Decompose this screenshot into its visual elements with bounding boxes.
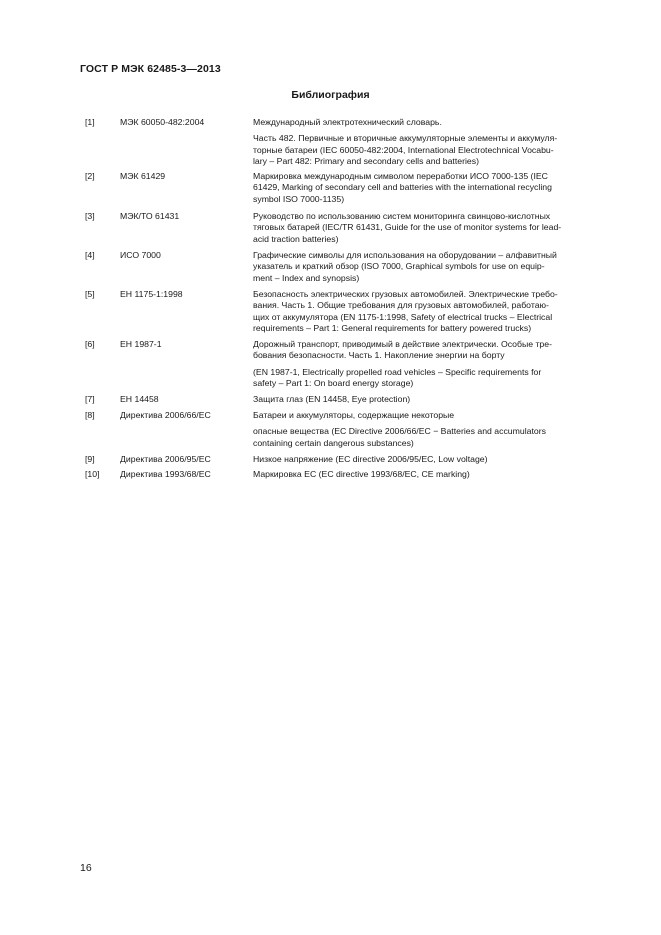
entry-description (253, 171, 609, 205)
entry-reference: Директива 2006/66/ЕС (120, 410, 211, 420)
entry-paragraph: Маркировка международным символом переработки ИСО 7000-135 (IEC 61429, Marking of secondary cell and batteries with the international recycling symbol ISO 7000-1135) (253, 171, 552, 204)
entry-number: [3] (85, 211, 95, 221)
page-number: 16 (80, 862, 92, 874)
entry-number: [10] (85, 469, 100, 479)
entry-paragraph: Руководство по использованию систем мониторинга свинцово-кислотных тяговых батарей (IEC/TR 61431, Guide for the use of monitor systems for lead- acid traction batteries) (253, 211, 562, 244)
entry-description (253, 394, 609, 405)
entry-description (253, 211, 609, 245)
entry-description (253, 250, 609, 284)
entry-reference: ЕН 1987-1 (120, 339, 162, 349)
entry-paragraph: Безопасность электрических грузовых автомобилей. Электрические требо- вания. Часть 1. Общие требования для грузовых автомобилей, работаю- щих от аккумулятора (EN 1175-1:1998, Safety of electrical trucks – Electrical requirements – Part 1: General requirements for battery powered trucks) (253, 289, 558, 334)
entry-reference: ИСО 7000 (120, 250, 161, 260)
entry-description (253, 289, 609, 335)
entry-description (253, 117, 609, 168)
entry-paragraph: Дорожный транспорт, приводимый в действие электрически. Особые тре- бования безопасности. Часть 1. Накопление энергии на борту (253, 339, 552, 361)
entry-description (253, 454, 609, 465)
document-code-header: ГОСТ Р МЭК 62485-3—2013 (80, 63, 221, 75)
entry-number: [8] (85, 410, 95, 420)
entry-number: [9] (85, 454, 95, 464)
entry-paragraph: Графические символы для использования на оборудовании – алфавитный указатель и краткий обзор (ISO 7000, Graphical symbols for use on equip- ment – Index and synopsis) (253, 250, 557, 283)
entry-number: [7] (85, 394, 95, 404)
entry-paragraph: Часть 482. Первичные и вторичные аккумуляторные элементы и аккумуля- торные батареи (IEC 60050-482:2004, International Electrotechnical Vocabu- lary – Part 482: Primary and secondary cells and batteries) (253, 133, 558, 167)
entry-paragraph: опасные вещества (EC Directive 2006/66/EC − Batteries and accumulators containing certain dangerous substances) (253, 426, 546, 448)
entry-description (253, 339, 609, 390)
entry-paragraph: Защита глаз (EN 14458, Eye protection) (253, 394, 411, 404)
entry-reference: МЭК 61429 (120, 171, 166, 181)
entry-number: [4] (85, 250, 95, 260)
entry-reference: МЭК 60050-482:2004 (120, 117, 205, 127)
entry-paragraph: Маркировка ЕС (EC directive 1993/68/EC, CE marking) (253, 469, 470, 479)
entry-description (253, 469, 609, 480)
entry-number: [6] (85, 339, 95, 349)
section-title: Библиография (291, 89, 370, 101)
entry-number: [2] (85, 171, 95, 181)
entry-reference: Директива 1993/68/ЕС (120, 469, 211, 479)
entry-paragraph: Батареи и аккумуляторы, содержащие некоторые (253, 410, 455, 420)
entry-paragraph: (EN 1987-1, Electrically propelled road vehicles – Specific requirements for safety – Part 1: On board energy storage) (253, 366, 542, 389)
entry-description (253, 410, 609, 449)
entry-reference: ЕН 1175-1:1998 (120, 289, 183, 299)
entry-number: [1] (85, 117, 95, 127)
entry-reference: ЕН 14458 (120, 394, 159, 404)
entry-number: [5] (85, 289, 95, 299)
entry-reference: МЭК/ТО 61431 (120, 211, 180, 221)
entry-paragraph: Низкое напряжение (EC directive 2006/95/EC, Low voltage) (253, 454, 488, 464)
entry-reference: Директива 2006/95/ЕС (120, 454, 211, 464)
entry-paragraph: Международный электротехнический словарь. (253, 117, 442, 127)
